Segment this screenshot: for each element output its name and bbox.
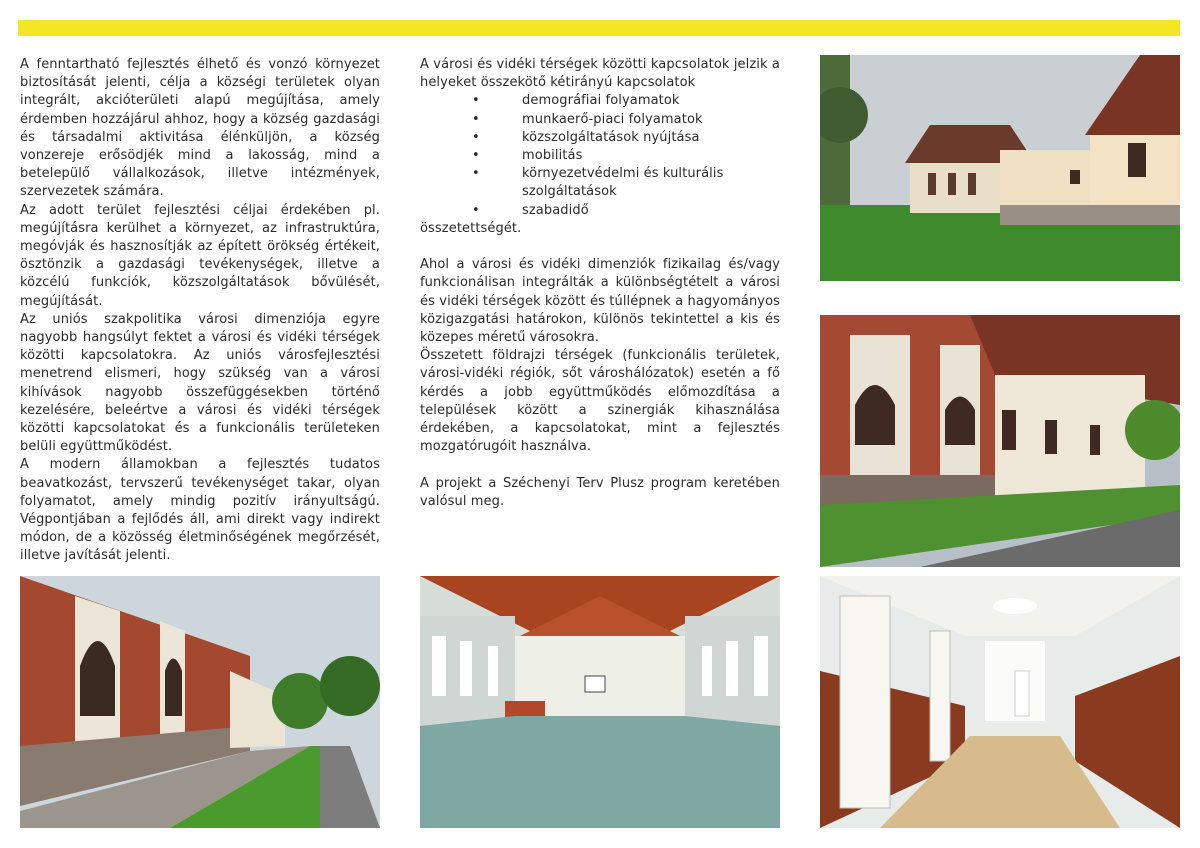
paragraph: Az adott terület fejlesztési céljai érdekében pl. megújításra kerülhet a környezet, az infrastruktúra, megóvják és hasznosítják az épített örökség értékeit, ösztönzik a gazdasági tevékenységek, illetve a közcélú funkciók, közszolgáltatások bővülését, megújítását. bbox=[20, 202, 380, 309]
bullet-list bbox=[420, 92, 780, 219]
gymnasium-interior-photo bbox=[420, 576, 780, 828]
corridor-interior-photo bbox=[820, 576, 1180, 828]
text-column-left bbox=[20, 56, 380, 566]
list-item: • közszolgáltatások nyújtása bbox=[420, 129, 780, 147]
text-column-middle bbox=[420, 56, 780, 511]
bullet-icon: • bbox=[472, 93, 480, 109]
list-item: • mobilitás bbox=[420, 147, 780, 165]
paragraph: Ahol a városi és vidéki dimenziók fizikailag és/vagy funkcionálisan integrálták a különbségtételt a városi és vidéki térségek között és túllépnek a hagyományos közigazgatási határokon, különös tekintettel a kis és közepes méretű városokra. bbox=[420, 257, 780, 346]
paragraph: Az uniós szakpolitika városi dimenziója egyre nagyobb hangsúlyt fektet a városi és vidéki térségek közötti kapcsolatokra. Az uniós városfejlesztési menetrend elismeri, hogy szükség van a városi kihívások nagyobb összefüggésekben történő kezelésére, beleértve a városi és vidéki térségek közötti kapcsolatokat és a funkcionális területeken belüli együttműködést. bbox=[20, 311, 380, 455]
list-item: • munkaerő-piaci folyamatok bbox=[420, 111, 780, 129]
paragraph: Összetett földrajzi térségek (funkcionális területek, városi-vidéki régiók, sőt városhálózatok) esetén a fő kérdés a jobb együttműködés előmozdítása a települések között a szinergiák kihasználása érdekében, a kapcsolatokat, mint a fejlesztés mozgatórugóit használva. bbox=[420, 348, 780, 455]
building-lawn-photo bbox=[820, 55, 1180, 281]
street-side-building-photo bbox=[20, 576, 380, 828]
paragraph: A modern államokban a fejlesztés tudatos beavatkozást, tervszerű tevékenységet takar, olyan folyamatot, amely mindig pozitív irányultságú. Végpontjában a fejlődés áll, ami direkt vagy indirekt módon, de a közösség életminőségének megőrzését, illetve javítását jelenti. bbox=[20, 457, 380, 564]
accent-bar bbox=[18, 20, 1180, 36]
list-item: • szabadidő bbox=[420, 202, 780, 220]
list-item: • környezetvédelmi és kulturális szolgáltatások bbox=[472, 166, 724, 200]
bullet-icon: • bbox=[472, 111, 480, 127]
bullet-icon: • bbox=[472, 202, 480, 218]
paragraph: A fenntartható fejlesztés élhető és vonzó környezet biztosítását jelenti, célja a községi területek olyan integrált, akcióterületi alapú megújítása, amely érdemben hozzájárul ahhoz, hogy a község gazdasági és társadalmi aktivitása élénküljön, a község vonzereje erősödjék mind a lakosság, mind a betelepülő vállalkozások, illetve intézmények, szervezetek számára. bbox=[20, 57, 380, 200]
arched-windows-building-photo bbox=[820, 315, 1180, 567]
paragraph: A projekt a Széchenyi Terv Plusz program keretében valósul meg. bbox=[420, 475, 780, 509]
paragraph: A városi és vidéki térségek közötti kapcsolatok jelzik a helyeket összekötő kétirányú kapcsolatok bbox=[420, 57, 780, 91]
bullet-icon: • bbox=[472, 148, 480, 164]
list-item: • demográfiai folyamatok bbox=[420, 92, 780, 110]
bullet-icon: • bbox=[472, 166, 480, 182]
paragraph: összetettségét. bbox=[420, 220, 522, 236]
bullet-icon: • bbox=[472, 129, 480, 145]
